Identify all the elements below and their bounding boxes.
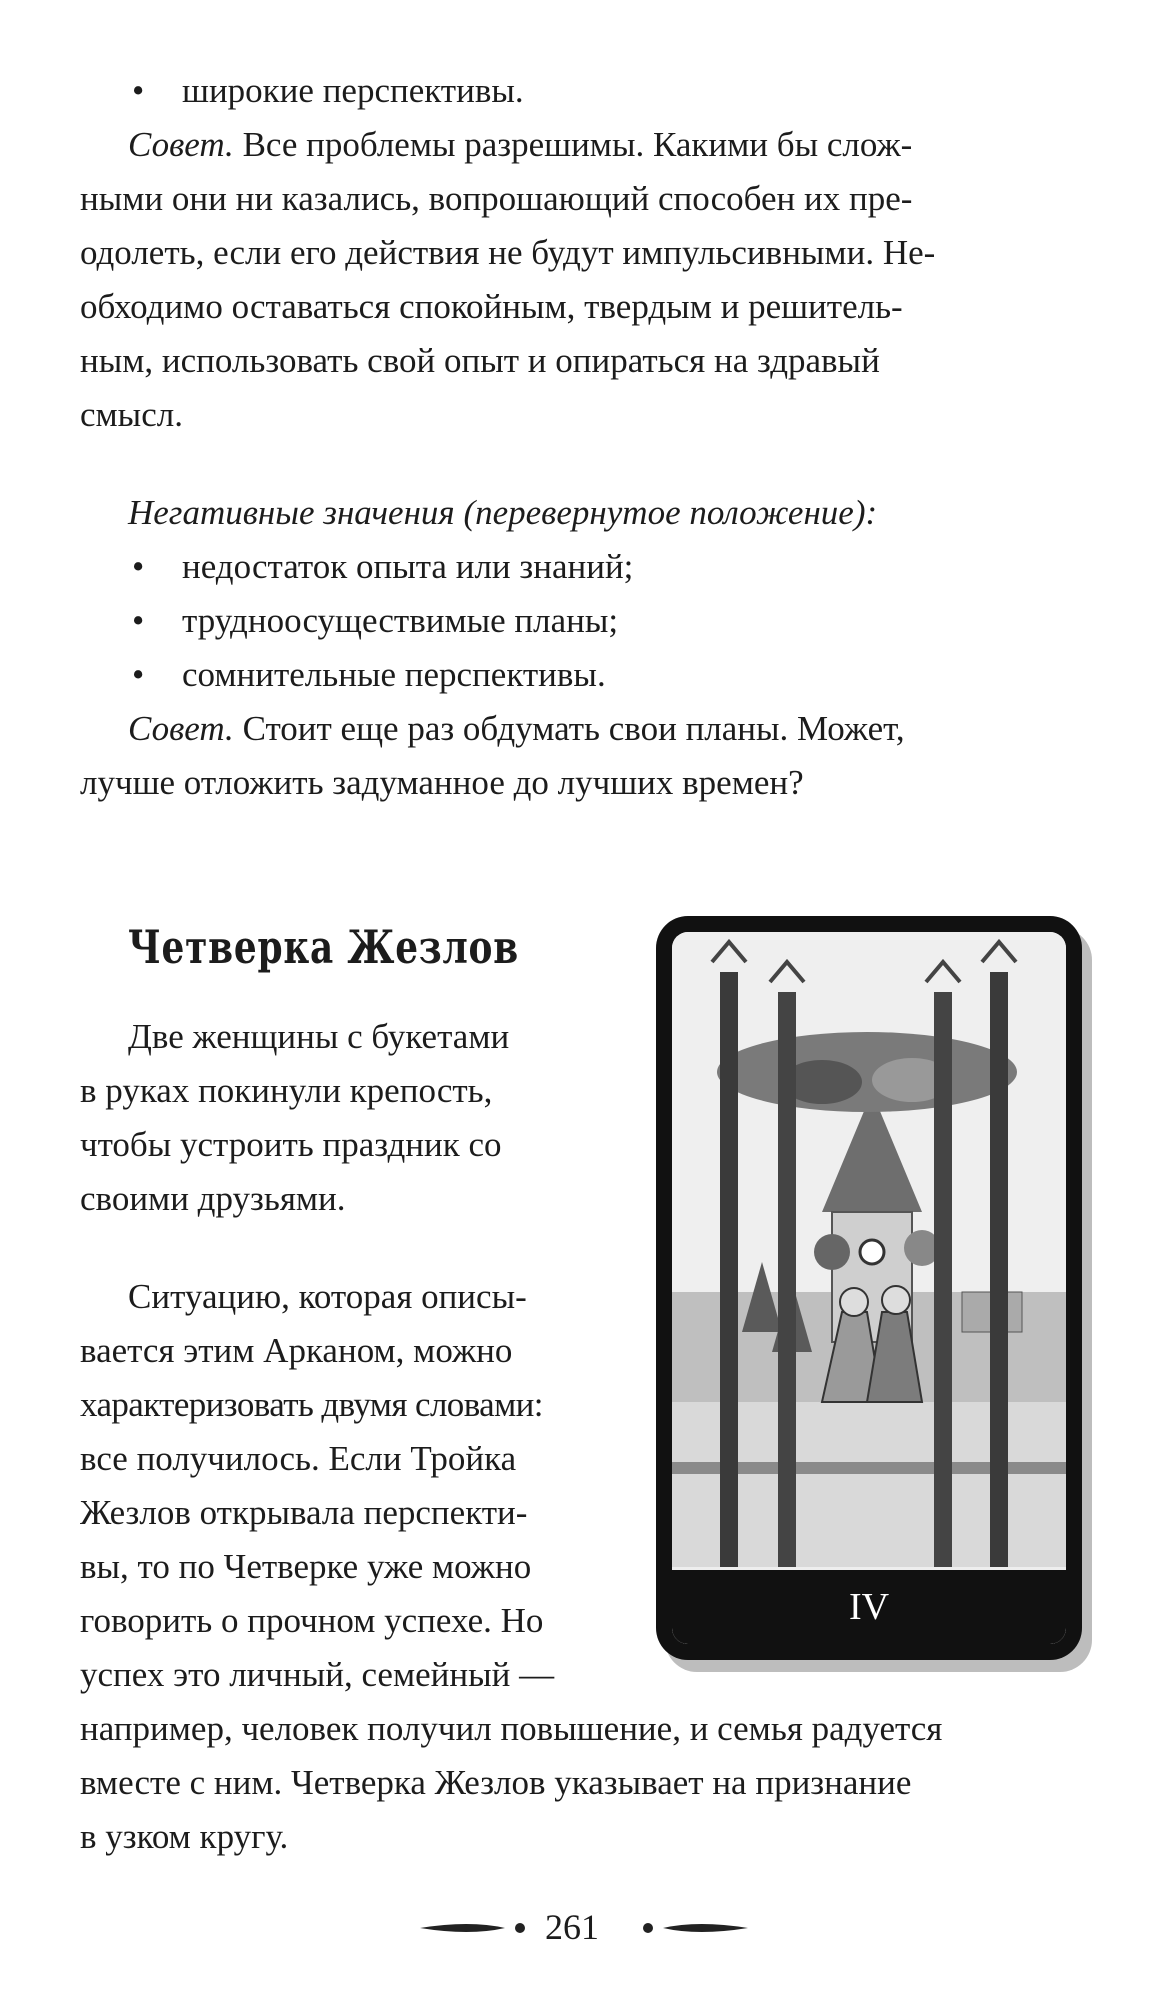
advice-line: ными они ни казались, вопрошающий способен их пре- — [80, 179, 913, 218]
body-line: говорить о прочном успехе. Но — [80, 1601, 544, 1640]
body-line: все получилось. Если Тройка — [80, 1439, 517, 1478]
section-title: Четверка Жезлов — [128, 920, 519, 974]
bullet-dot: • — [132, 547, 145, 586]
body-line: в руках покинули крепость, — [80, 1071, 493, 1110]
body-line: своими друзьями. — [80, 1179, 346, 1218]
advice-line: смысл. — [80, 395, 183, 434]
bullet-item: трудноосуществимые планы; — [182, 601, 619, 640]
advice-label: Совет. — [128, 125, 234, 164]
advice-line: ным, использовать свой опыт и опираться на здравый — [80, 341, 880, 380]
body-line: успех это личный, семейный — — [80, 1655, 555, 1694]
body-line: вместе с ним. Четверка Жезлов указывает на признание — [80, 1763, 912, 1802]
body-line: например, человек получил повышение, и семья радуется — [80, 1709, 943, 1748]
advice-text: Все проблемы разрешимы. Какими бы слож- — [233, 125, 913, 164]
body-line: Жезлов открывала перспекти- — [80, 1493, 528, 1532]
bullet-item: недостаток опыта или знаний; — [182, 547, 634, 586]
advice-line — [128, 120, 912, 170]
advice-label: Совет. — [128, 709, 234, 748]
body-line: в узком кругу. — [80, 1817, 289, 1856]
four-of-wands-image — [672, 932, 1066, 1644]
body-line: вается этим Арканом, можно — [80, 1331, 513, 1370]
body-line: характеризовать двумя словами: — [80, 1385, 543, 1424]
card-illustration — [672, 932, 1066, 1644]
body-line: чтобы устроить праздник со — [80, 1125, 502, 1164]
advice-text: Стоит еще раз обдумать свои планы. Может, — [233, 709, 905, 748]
advice-line: лучше отложить задуманное до лучших времен? — [80, 763, 804, 802]
bullet-dot: • — [132, 71, 145, 110]
advice-line — [128, 704, 905, 754]
advice-line: одолеть, если его действия не будут импульсивными. Не- — [80, 233, 936, 272]
bullet-dot: • — [132, 601, 145, 640]
bullet-dot: • — [132, 655, 145, 694]
bullet-item: широкие перспективы. — [182, 71, 524, 110]
body-line: Ситуацию, которая описы- — [128, 1277, 527, 1316]
page-number: 261 — [545, 1907, 599, 1947]
negative-heading: Негативные значения (перевернутое положение): — [128, 493, 878, 532]
tarot-card — [656, 916, 1082, 1660]
body-line: вы, то по Четверке уже можно — [80, 1547, 532, 1586]
advice-line: обходимо оставаться спокойным, твердым и решитель- — [80, 287, 903, 326]
body-line: Две женщины с букетами — [128, 1017, 510, 1056]
card-number: IV — [672, 1567, 1066, 1644]
bullet-item: сомнительные перспективы. — [182, 655, 606, 694]
